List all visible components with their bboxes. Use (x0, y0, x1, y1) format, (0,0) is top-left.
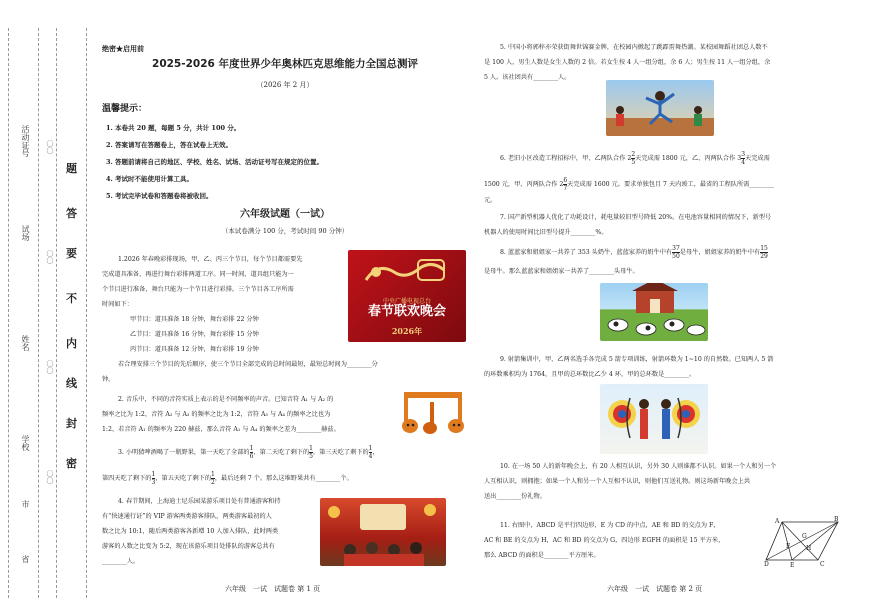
q8-line: 是母牛。那么蓝蓝家和姐姐家一共养了________头母牛。 (484, 268, 639, 275)
q1-line: 完成道具准备，再进行舞台彩排两道工序。同一时间，道具组只能为一 (102, 271, 294, 278)
q7-line: 机器人的使用时间比旧型号提升________%。 (484, 229, 608, 236)
q1-line: 个节目进行准备，舞台只能为一个节目进行彩排。三个节目各工序所需 (102, 286, 294, 293)
page-footer: 六年级 一试 试题卷 第 2 页 (607, 585, 703, 593)
q9-line: 的环数乘积均为 1764，且甲的总环数比乙少 4 环，甲的总环数是________。 (484, 371, 696, 378)
q10-line: 送出________份礼物。 (484, 493, 546, 500)
q5-line: 是 100 人，男生人数是女生人数的 2 倍。若女生按 4 人一组分组，余 6 人；男生按 11 人一组分组，余 (484, 59, 771, 66)
q4-line: 游客的人数之比变为 5:2，现在该游乐项目处排队的游客总共有 (102, 543, 275, 550)
q3-line: 第四天吃了剩下的 $\frac{1}{3}$ ，第五天吃了剩下的 $\frac{1}{2}$ ，最后还剩 7 个。那么这堆野果共有________个。 (102, 471, 353, 486)
page-title: 2025-2026 年度世界少年奥林匹克思维能力全国总测评 (152, 58, 418, 70)
exam-date: （2026 年 2 月） (256, 81, 314, 89)
tip-item: 2. 答案请写在答题卷上，答在试卷上无效。 (106, 141, 233, 149)
q5-line: 5. 中国小将郭梓亦荣获街舞世锦赛金牌，在校园内掀起了跳霹雳舞热潮。某校园舞蹈社团总人数不 (500, 44, 768, 51)
q6-line: 元。 (484, 197, 497, 204)
page-footer: 六年级 一试 试题卷 第 1 页 (225, 585, 321, 593)
margin-item-city: 市 (21, 500, 30, 508)
q4-line: ________人。 (102, 558, 140, 565)
exam-title: 六年级试题（一试） (240, 209, 330, 220)
gala-year: 2026年 (391, 326, 423, 336)
tip-item: 3. 答题前请将自己的地区、学校、姓名、试场、活动证号写在规定的位置。 (106, 158, 324, 166)
exam-subtitle: （本试卷满分 100 分，考试时间 90 分钟） (221, 227, 349, 235)
fig-label: F (786, 543, 791, 550)
margin-item-room: 试场 (21, 225, 30, 241)
q4-line: 有“快速通行证”的 VIP 游客两类游客排队，两类游客最初的人 (102, 513, 272, 520)
page-1 (100, 0, 470, 615)
q2-line: 频率之比为 1:2，音符 A₂ 与 A₃ 的频率之比为 1:2，音符 A₃ 与 A₄ 的频率之比也为 (102, 411, 331, 418)
margin-item-province: 省 (21, 555, 30, 563)
q10-line: 10. 在一场 50 人的新年晚会上，有 20 人相互认识，另外 30 人则谁都不认识。如果一个人和另一个 (500, 463, 777, 470)
margin-circle: 〇〇 (46, 360, 54, 374)
fig-label: E (790, 562, 795, 568)
seal-char: 密 (66, 457, 77, 470)
parallelogram-figure (764, 516, 842, 568)
secret-mark: 绝密★启用前 (102, 44, 144, 53)
fig-label: G (802, 533, 807, 540)
archery-image (600, 384, 708, 454)
binding-margin (0, 0, 90, 615)
gala-cctv: 中央广播电视总台 (382, 298, 431, 305)
q4-line: 4. 春节期间，上海迪士尼乐园某游乐项目处有普通游客和持 (118, 498, 281, 505)
q8-line: 8. 蓝蓝家和姐姐家一共养了 353 头奶牛，蓝蓝家养的奶牛中有 $\frac{37}{50}$ 是母牛，姐姐家养的奶牛中有 $\frac{15}{29}$ (500, 245, 768, 260)
seal-char: 不 (66, 292, 77, 305)
seal-char: 答 (66, 207, 77, 220)
tip-item: 5. 考试完毕试卷和答题卷将被收回。 (106, 192, 213, 200)
seal-char: 要 (66, 247, 77, 260)
q2-line: 1:2，若音符 A₁ 的频率为 220 赫兹，那么音符 A₁ 与 A₄ 的频率之差为________赫兹。 (102, 426, 340, 433)
q4-line: 数之比为 10:1，随后两类游客各新增 10 人加入排队，此时两类 (102, 528, 279, 535)
gala-image (348, 250, 466, 342)
q6-line: 6. 老旧小区改造工程招标中，甲、乙两队合作 2 $\frac{2}{5}$ 天完成需 1800 元，乙、丙两队合作 3 $\frac{3}{4}$ 天完成需 (500, 151, 770, 166)
fig-label: A (775, 518, 780, 525)
seal-char: 题 (66, 162, 77, 175)
music-notes-icon (400, 388, 468, 436)
page-2 (482, 0, 842, 615)
fig-label: H (806, 545, 812, 552)
seal-char: 内 (66, 337, 77, 350)
margin-circle: 〇〇 (46, 140, 54, 154)
q7-line: 7. 国产新型机器人优化了功耗设计，耗电量较旧型号降低 20%。在电池容量相同的情况下，新型号 (500, 214, 772, 221)
margin-item-id: 活动证号 (21, 125, 30, 157)
tips-title: 温馨提示： (102, 104, 148, 114)
disney-queue-image (320, 498, 446, 566)
q2-line: 2. 音乐中，不同的音符实质上表示的是不同频率的声音。已知音符 A₁ 与 A₂ 的 (118, 396, 334, 403)
q6-line: 1500 元，甲、丙两队合作 2 $\frac{6}{7}$ 天完成需 1600 元。要求单独包且 7 天内竣工，最省的工程队所需________ (484, 177, 775, 192)
margin-circle: 〇〇 (46, 250, 54, 264)
q11-line: 11. 右图中，ABCD 是平行四边形，E 为 CD 的中点，AE 和 BD 的交点为 F， (500, 522, 720, 529)
q1-line: 1.2026 年春晚彩排现场，甲、乙、丙三个节目，每个节目都需要先 (118, 256, 303, 263)
q1-line: 丙节目：道具准备 12 分钟，舞台彩排 19 分钟 (130, 346, 259, 353)
tip-item: 4. 考试时不能使用计算工具。 (106, 175, 194, 183)
margin-item-name: 姓名 (21, 335, 30, 351)
q1-line: 时间如下： (102, 301, 133, 308)
q1-line: 若合理安排三个节目的先后顺序，使三个节目全部完成的总时间最短，最短总时间为________分 (118, 361, 378, 368)
q10-line: 人互相认识，则拥抱；如果一个人和另一个人互相不认识，则他们互送礼物。则这场新年晚会上共 (484, 478, 751, 485)
seal-char: 线 (66, 377, 77, 390)
tip-item: 1. 本卷共 20 题，每题 5 分，共计 100 分。 (106, 124, 241, 132)
q3-line: 3. 小明猜啤酒喝了一瓶野果，第一天吃了全部的 $\frac{1}{6}$ ，第二天吃了剩下的 $\frac{1}{5}$ ，第三天吃了剩下的 $\frac{1}{4}$ ， (118, 445, 379, 460)
breakdance-image (606, 80, 714, 136)
q11-line: AC 和 BE 的交点为 H，AC 和 BD 的交点为 G，四边形 EGFH 的面积是 15 平方米， (484, 537, 725, 544)
q1-line: 钟。 (102, 376, 115, 383)
gala-title: 春节联欢晚会 (367, 304, 446, 319)
margin-circle: 〇〇 (46, 470, 54, 484)
seal-char: 封 (66, 417, 77, 430)
farm-cows-image (600, 283, 708, 341)
q1-line: 乙节目：道具准备 16 分钟，舞台彩排 15 分钟 (130, 331, 259, 338)
q11-line: 那么 ABCD 的面积是________平方厘米。 (484, 552, 600, 559)
fig-label: B (834, 516, 839, 523)
fig-label: C (820, 561, 825, 568)
margin-item-school: 学校 (21, 435, 30, 451)
q5-line: 5 人。该社团共有________人。 (484, 74, 571, 81)
q9-line: 9. 射箭集训中，甲、乙两名选手各完成 5 箭专项训练，射箭环数为 1~10 的自然数。已知两人 5 箭 (500, 356, 774, 363)
q1-line: 甲节目：道具准备 18 分钟，舞台彩排 22 分钟 (130, 316, 259, 323)
fig-label: D (764, 561, 769, 568)
